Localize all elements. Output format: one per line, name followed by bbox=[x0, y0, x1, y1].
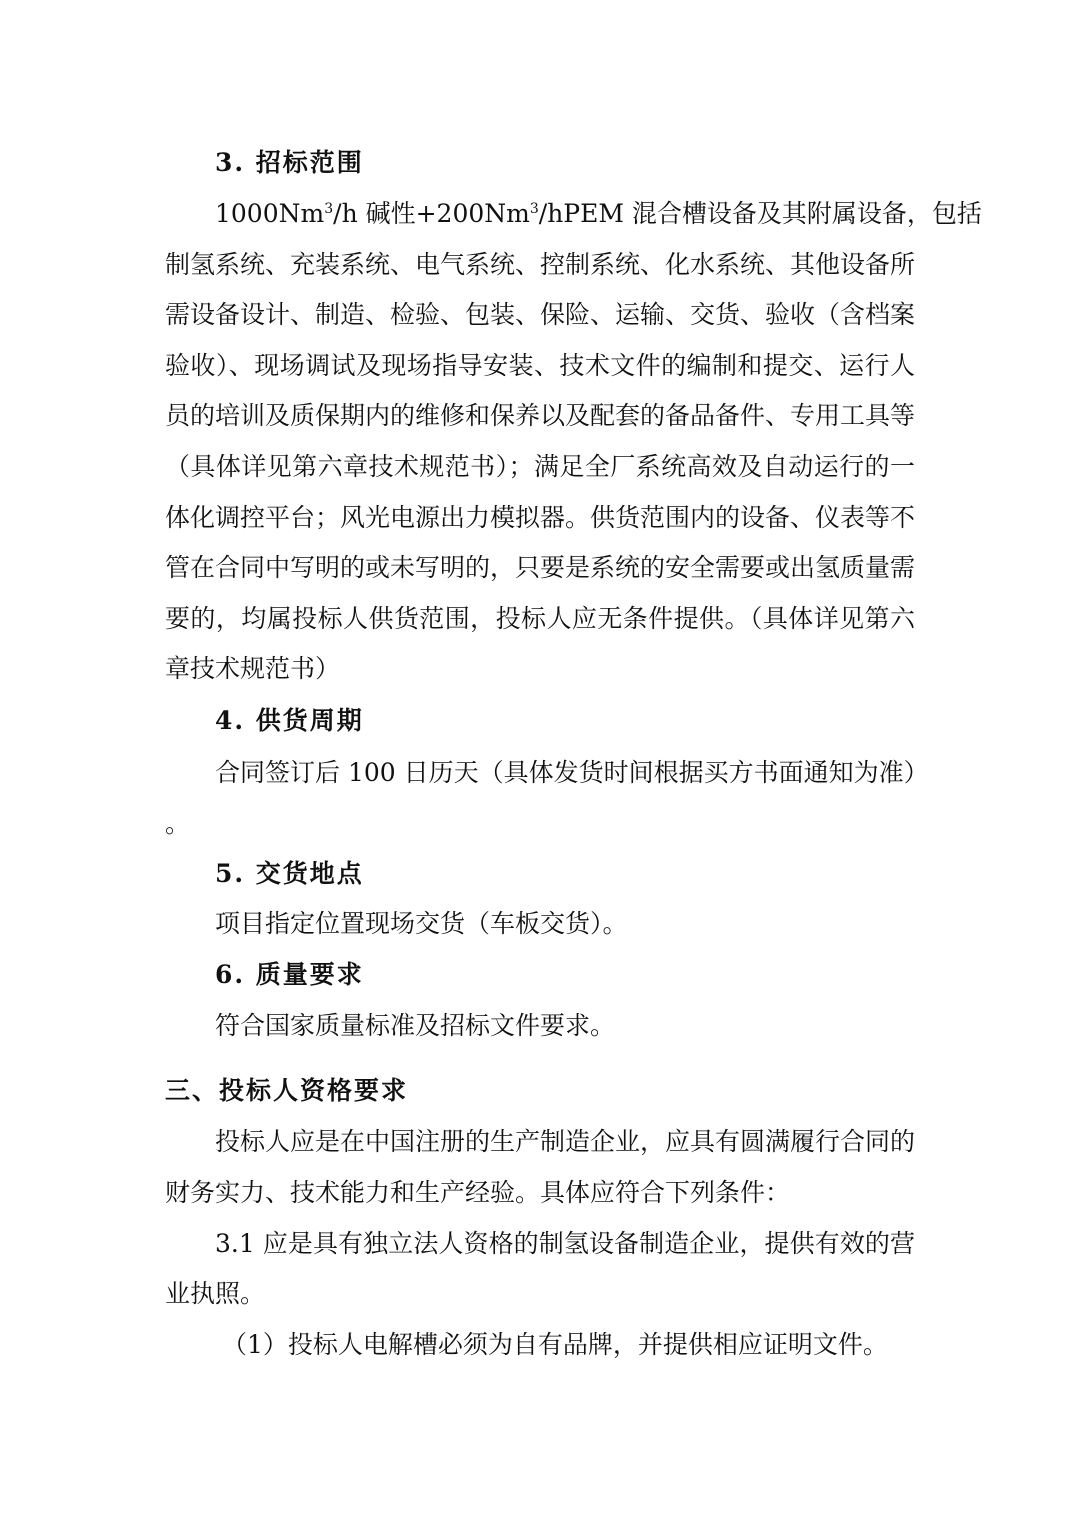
section-4-line-2: 。 bbox=[165, 809, 191, 838]
part-3-heading: 三、投标人资格要求 bbox=[165, 1076, 409, 1105]
section-3-line-7: 体化调控平台；风光电源出力模拟器。供货范围内的设备、仪表等不 bbox=[165, 503, 916, 532]
section-3-line-4: 验收）、现场调试及现场指导安装、技术文件的编制和提交、运行人 bbox=[165, 351, 915, 380]
clause-3-1-line-2: 业执照。 bbox=[165, 1279, 266, 1308]
section-5-heading: 5. 交货地点 bbox=[215, 859, 364, 888]
section-3-line-6: （具体详见第六章技术规范书）；满足全厂系统高效及自动运行的一 bbox=[165, 452, 915, 481]
section-3-line-9: 要的，均属投标人供货范围，投标人应无条件提供。（具体详见第六 bbox=[165, 604, 915, 633]
section-6-heading: 6. 质量要求 bbox=[215, 960, 364, 989]
clause-3-1-item-1: （1）投标人电解槽必须为自有品牌，并提供相应证明文件。 bbox=[222, 1330, 888, 1359]
clause-3-1-line-1: 3.1 应是具有独立法人资格的制氢设备制造企业，提供有效的营 bbox=[215, 1229, 915, 1258]
section-3-line-1: 1000Nm$^3$/h 碱性$+200Nm^3$/hPEM 混合槽设备及其附属设备，包括 bbox=[215, 199, 982, 228]
section-4-line-1: 合同签订后 100 日历天（具体发货时间根据买方书面通知为准） bbox=[215, 758, 929, 787]
section-3-line-10: 章技术规范书） bbox=[165, 654, 341, 683]
part-3-line-1: 投标人应是在中国注册的生产制造企业，应具有圆满履行合同的 bbox=[215, 1127, 916, 1156]
section-3-line-5: 员的培训及质保期内的维修和保养以及配套的备品备件、专用工具等 bbox=[165, 401, 916, 430]
section-3-line-2: 制氢系统、充装系统、电气系统、控制系统、化水系统、其他设备所 bbox=[165, 250, 916, 279]
section-5-body: 项目指定位置现场交货（车板交货）。 bbox=[215, 909, 628, 938]
section-4-heading: 4. 供货周期 bbox=[215, 706, 364, 735]
section-3-line-3: 需设备设计、制造、检验、包装、保险、运输、交货、验收（含档案 bbox=[165, 300, 916, 329]
section-3-line-8: 管在合同中写明的或未写明的，只要是系统的安全需要或出氢质量需 bbox=[165, 553, 916, 582]
section-6-body: 符合国家质量标准及招标文件要求。 bbox=[215, 1011, 616, 1040]
part-3-line-2: 财务实力、技术能力和生产经验。具体应符合下列条件： bbox=[165, 1178, 791, 1207]
section-3-heading: 3. 招标范围 bbox=[215, 148, 364, 177]
